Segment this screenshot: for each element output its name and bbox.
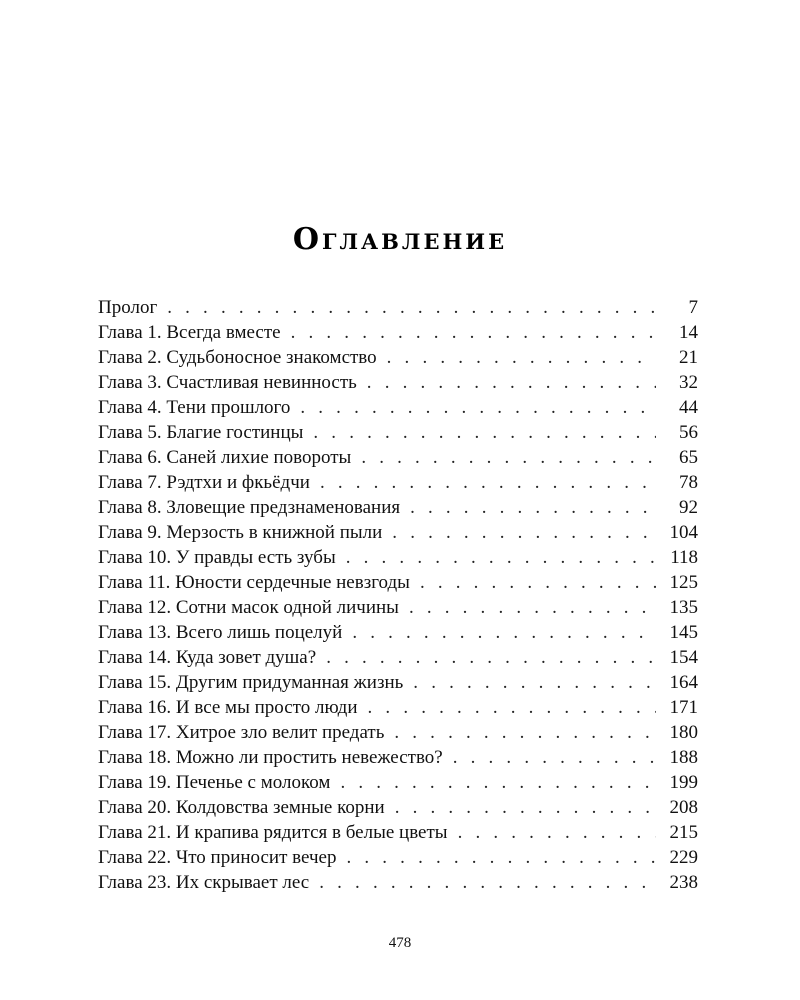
- toc-leader-dots: [300, 395, 656, 420]
- toc-leader-dots: [394, 720, 656, 745]
- toc-entry-label: Глава 8. Зловещие предзнаменования: [98, 497, 401, 518]
- toc-entry-label: Глава 22. Что приносит вечер: [98, 847, 337, 868]
- toc-entry: [98, 320, 698, 345]
- toc-entry: [98, 420, 698, 445]
- toc-entry-label: Глава 3. Счастливая невинность: [98, 372, 357, 393]
- toc-entry: [98, 720, 698, 745]
- toc-entry-page: 145: [669, 622, 698, 643]
- toc-entry-label: Глава 19. Печенье с молоком: [98, 772, 331, 793]
- toc-entry: [98, 770, 698, 795]
- toc-leader-dots: [326, 645, 656, 670]
- toc-entry-label: Глава 11. Юности сердечные невзгоды: [98, 572, 410, 593]
- toc-entry: [98, 445, 698, 470]
- toc-entry-label: Глава 12. Сотни масок одной личины: [98, 597, 399, 618]
- toc-entry-label: Глава 13. Всего лишь поцелуй: [98, 622, 343, 643]
- toc-leader-dots: [167, 295, 656, 320]
- toc-entry-label: Глава 6. Саней лихие повороты: [98, 447, 352, 468]
- toc-entry: [98, 395, 698, 420]
- toc-entry-page: 7: [688, 297, 698, 318]
- toc-entry-label: Глава 15. Другим придуманная жизнь: [98, 672, 404, 693]
- toc-entry-page: 118: [670, 547, 698, 568]
- toc-entry-page: 125: [669, 572, 698, 593]
- toc-entry-label: Глава 21. И крапива рядится в белые цветы: [98, 822, 448, 843]
- toc-leader-dots: [346, 545, 656, 570]
- toc-entry-page: 208: [669, 797, 698, 818]
- toc-entry-label: Глава 1. Всегда вместе: [98, 322, 281, 343]
- toc-leader-dots: [395, 795, 656, 820]
- toc-entry-label: Глава 2. Судьбоносное знакомство: [98, 347, 377, 368]
- toc-entry-page: 199: [669, 772, 698, 793]
- toc-entry-page: 135: [669, 597, 698, 618]
- toc-entry: [98, 645, 698, 670]
- toc-entry-label: Глава 23. Их скрывает лес: [98, 872, 310, 893]
- toc-entry-label: Глава 7. Рэдтхи и фкьёдчи: [98, 472, 310, 493]
- toc-leader-dots: [387, 345, 656, 370]
- toc-leader-dots: [346, 845, 656, 870]
- toc-entry-page: 44: [679, 397, 698, 418]
- toc-entry: [98, 795, 698, 820]
- toc-entry: [98, 295, 698, 320]
- toc-leader-dots: [409, 595, 656, 620]
- toc-entry-label: Глава 9. Мерзость в книжной пыли: [98, 522, 383, 543]
- toc-entry: [98, 695, 698, 720]
- toc-entry-page: 171: [669, 697, 698, 718]
- toc-entry-label: Глава 17. Хитрое зло велит предать: [98, 722, 385, 743]
- toc-entry: [98, 470, 698, 495]
- toc-leader-dots: [361, 445, 656, 470]
- toc-leader-dots: [319, 870, 656, 895]
- toc-entry: [98, 545, 698, 570]
- toc-entry-page: 14: [679, 322, 698, 343]
- toc-entry: [98, 595, 698, 620]
- toc-entry-page: 215: [669, 822, 698, 843]
- toc-entry-label: Пролог: [98, 297, 158, 318]
- toc-leader-dots: [313, 420, 656, 445]
- toc-entry-page: 78: [679, 472, 698, 493]
- toc-entry-page: 32: [679, 372, 698, 393]
- toc-entry-label: Глава 10. У правды есть зубы: [98, 547, 336, 568]
- toc-entry: [98, 670, 698, 695]
- toc-entry-label: Глава 20. Колдовства земные корни: [98, 797, 385, 818]
- toc-leader-dots: [291, 320, 656, 345]
- toc-entry-page: 180: [669, 722, 698, 743]
- toc-entry-page: 92: [679, 497, 698, 518]
- page-title: Оглавление: [292, 222, 508, 257]
- toc-leader-dots: [420, 570, 656, 595]
- toc-entry: [98, 520, 698, 545]
- toc-entry-page: 65: [679, 447, 698, 468]
- toc-entry-page: 229: [669, 847, 698, 868]
- page-number: 478: [388, 935, 412, 951]
- toc-entry-label: Глава 4. Тени прошлого: [98, 397, 291, 418]
- toc-leader-dots: [352, 620, 656, 645]
- toc-leader-dots: [367, 370, 656, 395]
- toc-entry-label: Глава 14. Куда зовет душа?: [98, 647, 317, 668]
- toc-leader-dots: [413, 670, 656, 695]
- toc-entry-label: Глава 18. Можно ли простить невежество?: [98, 747, 443, 768]
- toc-leader-dots: [458, 820, 656, 845]
- toc-entry: [98, 345, 698, 370]
- toc-entry-page: 56: [679, 422, 698, 443]
- toc-entry-page: 154: [669, 647, 698, 668]
- toc-entry-page: 238: [669, 872, 698, 893]
- toc-entry-label: Глава 16. И все мы просто люди: [98, 697, 358, 718]
- toc-leader-dots: [453, 745, 656, 770]
- toc-entry: [98, 620, 698, 645]
- toc-entry: [98, 820, 698, 845]
- toc-entry: [98, 870, 698, 895]
- toc-entry-page: 188: [669, 747, 698, 768]
- toc-entry-label: Глава 5. Благие гостинцы: [98, 422, 304, 443]
- toc-leader-dots: [410, 495, 656, 520]
- table-of-contents: [98, 295, 698, 895]
- toc-entry-page: 164: [669, 672, 698, 693]
- toc-leader-dots: [368, 695, 656, 720]
- toc-leader-dots: [392, 520, 656, 545]
- toc-leader-dots: [340, 770, 656, 795]
- toc-entry: [98, 495, 698, 520]
- toc-entry: [98, 570, 698, 595]
- toc-entry: [98, 845, 698, 870]
- toc-entry: [98, 745, 698, 770]
- toc-leader-dots: [320, 470, 656, 495]
- toc-entry-page: 21: [679, 347, 698, 368]
- toc-entry: [98, 370, 698, 395]
- toc-entry-page: 104: [669, 522, 698, 543]
